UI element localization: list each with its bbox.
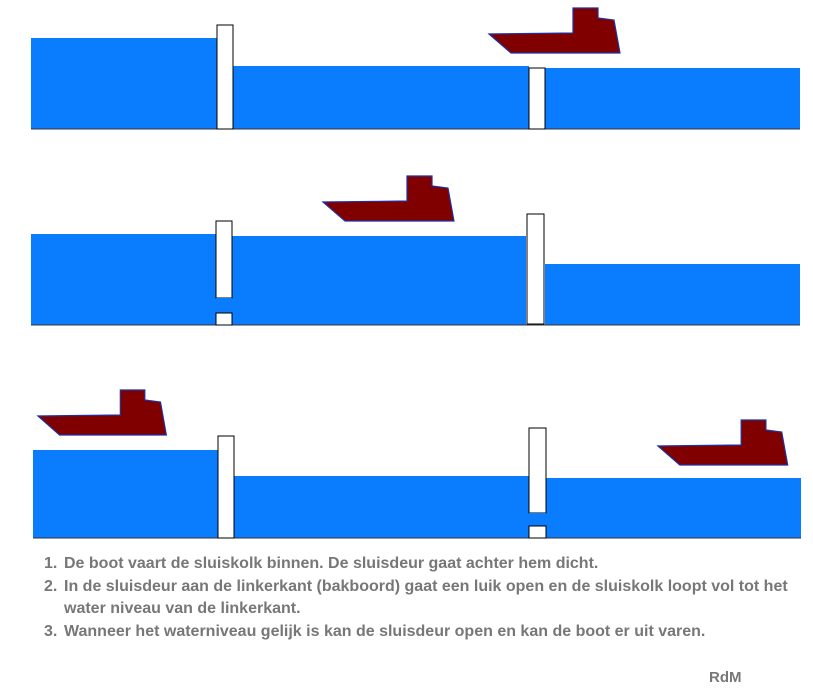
left-basin-water (31, 234, 216, 325)
right-lock-gate (529, 68, 545, 129)
lock-chamber-water (233, 66, 529, 129)
left-lock-gate-upper (216, 221, 232, 298)
right-basin-water (545, 478, 801, 538)
step-item (44, 576, 804, 620)
author-signature: RdM (709, 669, 742, 686)
lock-chamber-water (232, 236, 526, 325)
right-lock-gate-lower (529, 526, 546, 538)
step-item (44, 553, 804, 575)
left-basin-water (31, 38, 218, 129)
right-basin-water (545, 68, 800, 129)
right-basin-water (545, 264, 800, 325)
right-gate-sluice-opening (529, 513, 546, 526)
left-lock-gate (218, 436, 234, 538)
panel-1 (31, 8, 800, 129)
panel-2 (31, 176, 800, 325)
right-lock-gate (527, 214, 544, 324)
step-number: 1. (44, 555, 58, 572)
left-lock-gate-lower (216, 313, 232, 325)
step-number: 3. (44, 623, 58, 640)
boat-left (38, 390, 166, 435)
step-text: De boot vaart de sluiskolk binnen. De sluisdeur gaat achter hem dicht. (64, 555, 599, 572)
left-lock-gate (217, 25, 233, 129)
step-text: In de sluisdeur aan de linkerkant (bakboord) gaat een luik open en de sluiskolk loopt vol tot het water niveau van de linkerkant. (64, 578, 788, 617)
step-item (44, 621, 804, 643)
step-number: 2. (44, 578, 58, 595)
steps-list (44, 553, 804, 644)
left-gate-sluice-opening (216, 298, 232, 313)
step-text: Wanneer het waterniveau gelijk is kan de sluisdeur open en kan de boot er uit varen. (64, 623, 706, 640)
right-lock-gate-upper (529, 428, 546, 513)
lock-chamber-water (234, 476, 529, 538)
boat-right (658, 420, 788, 465)
left-basin-water (33, 450, 218, 538)
boat (323, 176, 454, 221)
boat (489, 8, 620, 53)
panel-3 (33, 390, 801, 538)
